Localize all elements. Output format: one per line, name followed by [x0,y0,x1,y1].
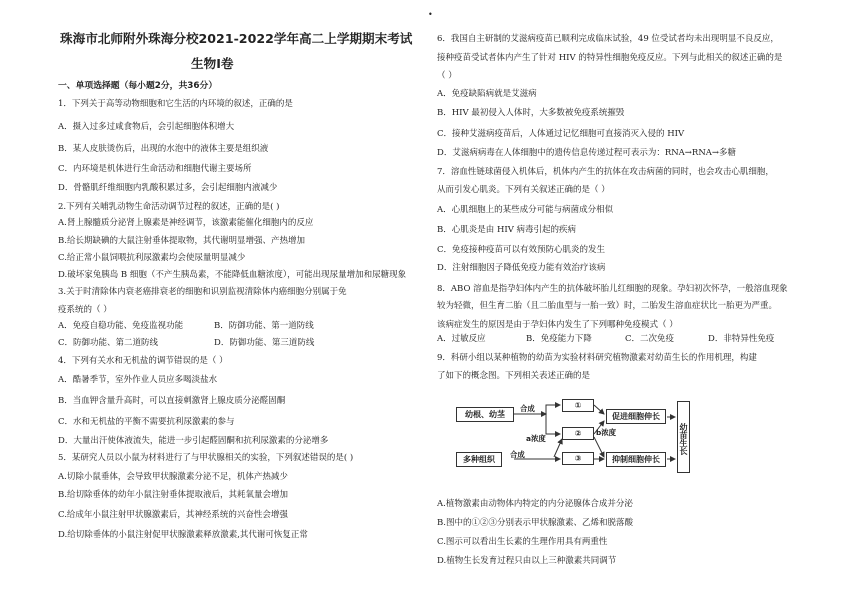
left-line: C．水和无机盐的平衡不需要抗利尿激素的参与 [58,417,235,427]
left-line: D．骨骼肌纤维细胞内乳酸积累过多，会引起细胞内液减少 [58,183,278,193]
left-line: B．某人皮肤烫伤后，出现的水泡中的液体主要是组织液 [58,144,269,154]
right-line: D．艾滋病病毒在人体细胞中的遗传信息传递过程可表示为：RNA→RNA→多糖 [437,148,737,158]
right-line: C．接种艾滋病疫苗后，人体通过记忆细胞可直接消灭入侵的 HIV [437,129,685,139]
right-line: A．免疫缺陷病就是艾滋病 [437,89,537,99]
right-line: B．HIV 最初侵入人体时，大多数被免疫系统摧毁 [437,108,625,118]
box-promote-elongation: 促进细胞伸长 [606,409,666,424]
q8-option-a: A．过敏反应 [437,334,486,344]
label-synthesis-bottom: 合成 [510,450,525,459]
header-dot: • [428,10,433,19]
left-line: 3.关于时清除体内衰老癌排衰老的细胞和识别监视清除体内癌细胞分别属于免 [58,287,347,297]
q3-option-d: D．防御功能、第三道防线 [214,338,315,348]
q8-option-b: B．免疫能力下降 [526,334,592,344]
left-line: 4．下列有关水和无机盐的调节错误的是（ ） [58,356,228,366]
left-line: A.切除小鼠垂体，会导致甲状腺激素分泌不足，机体产热减少 [58,472,288,482]
q3-option-c: C．防御功能、第二道防线 [58,338,159,348]
left-line: C.给正常小鼠饲喂抗利尿激素均会使尿量明显减少 [58,253,246,263]
left-line: C.给成年小鼠注射甲状腺激素后，其神经系统的兴奋性会增强 [58,510,288,520]
q3-option-a: A．免疫自稳功能、免疫监视功能 [58,321,184,331]
circle-three: ③ [562,452,594,465]
right-line: C．免疫接种疫苗可以有效预防心肌炎的发生 [437,245,606,255]
q8-option-c: C．二次免疫 [625,334,675,344]
left-line: A．摄入过多过咸食物后，会引起细胞体积增大 [58,122,235,132]
right-line: A．心肌细胞上的某些成分可能与病菌成分相似 [437,205,614,215]
label-b-concentration: b浓度 [596,428,617,437]
q3-option-b: B．防御功能、第一道防线 [214,321,314,331]
left-line: B.给切除垂体的幼年小鼠注射垂体提取液后，其耗氧量会增加 [58,490,288,500]
left-line: 1．下列关于高等动物细胞和它生活的内环境的叙述，正确的是 [58,99,293,109]
exam-title: 珠海市北师附外珠海分校2021-2022学年高二上学期期末考试 [60,31,413,46]
left-line: A．酷暑季节，室外作业人员应多喝淡盐水 [58,375,218,385]
right-line: D.植物生长发育过程只由以上三种激素共同调节 [437,556,617,566]
left-line: D.给切除垂体的小鼠注射促甲状腺激素释放激素,其代谢可恢复正常 [58,530,308,540]
q8-option-d: D．非特异性免疫 [708,334,775,344]
circle-one: ① [562,399,594,412]
label-a-concentration: a浓度 [526,434,546,443]
left-line: 疫系统的（ ） [58,305,112,315]
left-line: C．内环境是机体进行生命活动和细胞代谢主要场所 [58,164,252,174]
left-line: D．大量出汗使体液流失，能进一步引起醛固酮和抗利尿激素的分泌增多 [58,436,329,446]
right-line: 较为轻微，但生育二胎（且二胎血型与一胎一致）时，二胎发生溶血症状比一胎更为严重。 [437,301,778,311]
left-line: A.肾上腺髓质分泌肾上腺素是神经调节，该激素能催化细胞内的反应 [58,218,314,228]
left-line: 5．某研究人员以小鼠为材料进行了与甲状腺相关的实验，下列叙述错误的是( ) [58,453,354,463]
right-line: 了如下的概念图。下列相关表述正确的是 [437,371,591,381]
right-line: 该病症发生的原因是由于孕妇体内发生了下列哪种免疫模式（ ） [437,320,678,330]
box-multiple-tissues: 多种组织 [456,452,502,467]
label-synthesis-top: 合成 [520,404,535,413]
right-line: 7．溶血性链球菌侵入机体后，机体内产生的抗体在攻击病菌的同时，也会攻击心肌细胞， [437,167,774,177]
right-line: 8．ABO 溶血是指孕妇体内产生的抗体破坏胎儿红细胞的现象。孕妇初次怀孕，一般溶血现象 [437,284,788,294]
right-line: 6．我国自主研制的艾滋病疫苗已顺利完成临床试验，49 位受试者均未出现明显不良反应， [437,34,779,44]
left-line: B．当血钾含量升高时，可以直接刺激肾上腺皮质分泌醛固酮 [58,396,286,406]
right-line: 9．科研小组以某种植物的幼苗为实验材料研究植物激素对幼苗生长的作用机理，构建 [437,353,757,363]
left-line: 2.下列有关哺乳动物生命活动调节过程的叙述，正确的是( ) [58,202,280,212]
box-inhibit-elongation: 抑制细胞伸长 [606,452,666,467]
right-line: C.图示可以看出生长素的生理作用具有两重性 [437,537,608,547]
box-seedling-growth: 幼苗生长 [677,401,690,473]
right-line: A.植物激素由动物体内特定的内分泌腺体合成并分泌 [437,499,633,509]
right-line: B．心肌炎是由 HIV 病毒引起的疾病 [437,225,577,235]
exam-subtitle: 生物Ⅰ卷 [191,56,234,71]
right-line: （ ） [437,71,457,81]
right-line: B.图中的①②③分别表示甲状腺激素、乙烯和脱落酸 [437,518,633,528]
right-line: 接种疫苗受试者体内产生了针对 HIV 的特异性细胞免疫反应。下列与此相关的叙述正确的是 [437,53,783,63]
box-young-root-stem: 幼根、幼茎 [456,407,514,422]
section-heading: 一、单项选择题（每小题2分，共36分） [58,81,218,91]
left-line: B.给长期缺碘的大鼠注射垂体提取物，其代谢明显增强、产热增加 [58,236,305,246]
left-line: D.破坏家兔胰岛 B 细胞（不产生胰岛素，不能降低血糖浓度），可能出现尿量增加和尿糖现象 [58,270,407,280]
circle-two: ② [562,427,594,440]
right-line: 从而引发心肌炎。下列有关叙述正确的是（ ） [437,185,610,195]
right-line: D．注射细胞因子降低免疫力能有效治疗该病 [437,263,606,273]
concept-diagram [454,397,694,483]
